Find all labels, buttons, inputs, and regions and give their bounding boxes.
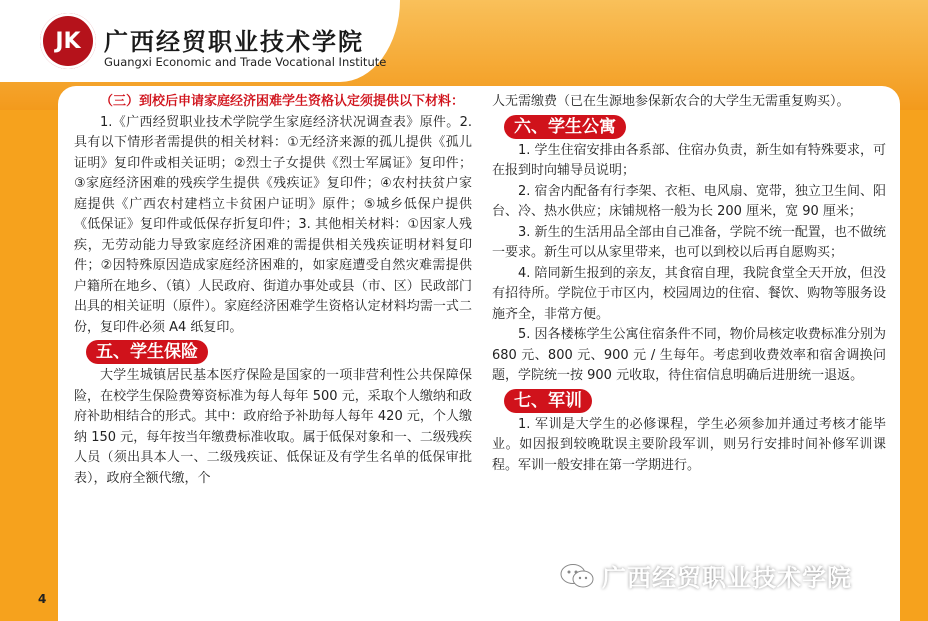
- dorm-item-5: 5. 因各楼栋学生公寓住宿条件不同，物价局核定收费标准分别为 680 元、800 元、900 元 / 生每年。考虑到收费效率和宿舍调换问题，学院统一按 900 元收取，待住宿信息明确后进册统一退返。: [492, 327, 886, 383]
- section-5-heading: [74, 338, 472, 366]
- section-7-title: 七、军训: [504, 389, 592, 413]
- school-name-cn: 广西经贸职业技术学院: [104, 28, 364, 56]
- dorm-item-2: 2. 宿舍内配备有行李架、衣柜、电风扇、宽带，独立卫生间、阳台、冷、热水供应；床铺规格一般为长 200 厘米，宽 90 厘米；: [492, 183, 886, 219]
- content-panel: [58, 86, 900, 621]
- section-6-title: 六、学生公寓: [504, 115, 626, 139]
- section-5-title: 五、学生保险: [86, 340, 208, 364]
- left-column: [74, 92, 472, 489]
- section-6-heading: [492, 113, 886, 141]
- dorm-item-4: 4. 陪同新生报到的亲友，其食宿自理，我院食堂全天开放，但没有招待所。学院位于市区内，校园周边的住宿、餐饮、购物等服务设施齐全，非常方便。: [492, 265, 886, 322]
- dorm-item-3: 3. 新生的生活用品全部由自己准备，学院不统一配置，也不做统一要求。新生可以从家里带来，也可以到校以后再自愿购买；: [492, 224, 886, 260]
- school-logo: JK: [40, 13, 96, 69]
- insurance-continued: 人无需缴费（已在生源地参保新农合的大学生无需重复购买）。: [492, 94, 850, 109]
- insurance-paragraph: 大学生城镇居民基本医疗保险是国家的一项非营利性公共保障保险，在校学生保险费筹资标准为每人每年 500 元，采取个人缴纳和政府补助相结合的形式。其中：政府给予补助每人每年 420 元，个人缴纳 150 元，每年按当年缴费标准收取。属于低保对象和一、二级残疾人员（须出具本人一、二级残疾证、低保证及有学生名单的低保审批表），政府全额代缴，个: [74, 368, 472, 486]
- watermark-text: 广西经贸职业技术学院: [602, 564, 852, 592]
- header-panel: [0, 0, 400, 82]
- materials-heading: （三）到校后申请家庭经济困难学生资格认定须提供以下材料：: [100, 94, 465, 109]
- wechat-watermark: [560, 558, 852, 593]
- military-item-1: 1. 军训是大学生的必修课程，学生必须参加并通过考核才能毕业。如因报到较晚耽误主要阶段军训，则另行安排时间补修军训课程。军训一般安排在第一学期进行。: [492, 416, 886, 473]
- school-name-en: Guangxi Economic and Trade Vocational Institute: [104, 55, 387, 69]
- section-7-heading: [492, 387, 886, 415]
- materials-paragraph: 1.《广西经贸职业技术学院学生家庭经济状况调查表》原件。2. 具有以下情形者需提供的相关材料：①无经济来源的孤儿提供《孤儿证明》复印件或相关证明；②烈士子女提供《烈士军属证》复印件；③家庭经济困难的残疾学生提供《残疾证》复印件；④农村扶贫户家庭提供《广西农村建档立卡贫困户证明》原件；⑤城乡低保户提供《低保证》复印件或低保存折复印件；3. 其他相关材料：①因家人残疾，无劳动能力导致家庭经济困难的需提供相关残疾证明材料复印件；②因特殊原因造成家庭经济困难的，如家庭遭受自然灾难需提供户籍所在地乡、（镇）人民政府、街道办事处或县（市、区）民政部门出具的相关证明（原件）。家庭经济困难学生资格认定材料均需一式二份，复印件必须 A4 纸复印。: [74, 114, 472, 335]
- right-column: [492, 92, 886, 476]
- dorm-item-1: 1. 学生住宿安排由各系部、住宿办负责，新生如有特殊要求，可在报到时向辅导员说明；: [492, 142, 886, 178]
- wechat-icon: [560, 563, 594, 589]
- page-number: 4: [38, 592, 47, 606]
